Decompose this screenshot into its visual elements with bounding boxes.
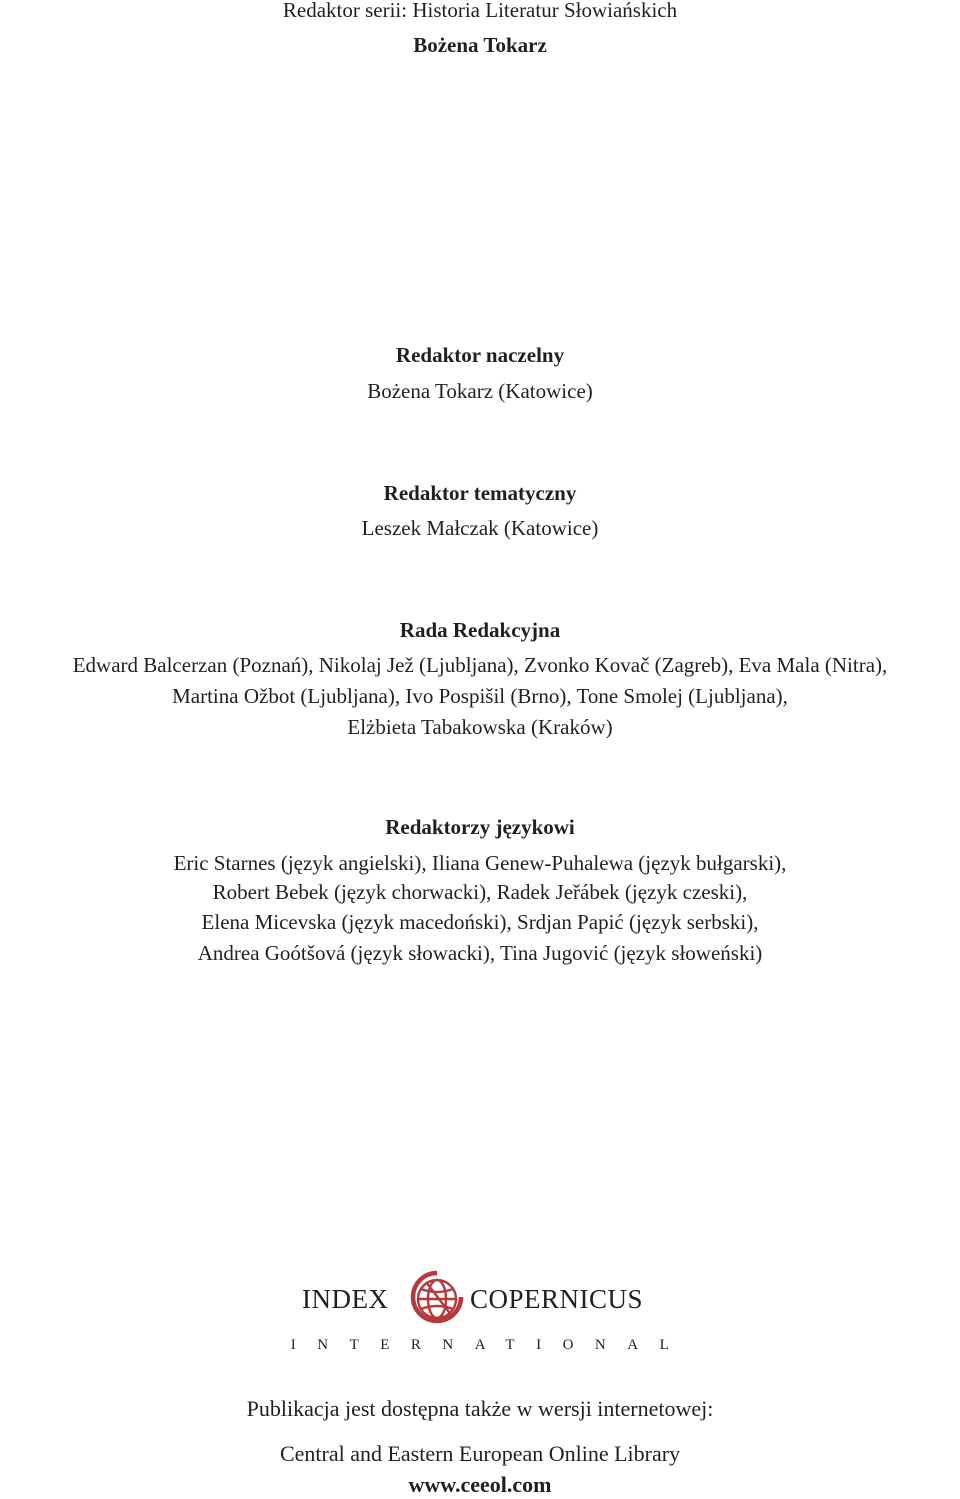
editor-in-chief-heading: Redaktor naczelny	[395, 343, 565, 367]
editorial-board-line: Elżbieta Tabakowska (Kraków)	[347, 715, 613, 739]
logo-subtitle: INTERNATIONAL	[290, 1337, 691, 1353]
editorial-board-line: Edward Balcerzan (Poznań), Nikolaj Jež (Ljubljana), Zvonko Kovač (Zagreb), Eva Mala (Nitra),	[72, 653, 888, 677]
availability-note: Publikacja jest dostępna także w wersji internetowej:	[246, 1396, 714, 1421]
library-url: www.ceeol.com	[408, 1472, 552, 1497]
thematic-editor-name: Leszek Małczak (Katowice)	[361, 516, 599, 540]
index-copernicus-logo	[0, 1268, 960, 1328]
language-editors-line: Andrea Goótšová (język słowacki), Tina Jugović (język słoweński)	[197, 941, 763, 965]
logo-word-copernicus: COPERNICUS	[470, 1284, 644, 1314]
series-editor: Bożena Tokarz	[413, 33, 547, 57]
language-editors-line: Elena Micevska (język macedoński), Srdjan Papić (język serbski),	[201, 910, 759, 934]
editorial-board-line: Martina Ožbot (Ljubljana), Ivo Pospišil (Brno), Tone Smolej (Ljubljana),	[172, 684, 788, 708]
language-editors-line: Eric Starnes (język angielski), Iliana Genew-Puhalewa (język bułgarski),	[173, 851, 787, 875]
logo-word-index: INDEX	[302, 1284, 389, 1314]
thematic-editor-heading: Redaktor tematyczny	[383, 481, 577, 505]
editor-in-chief-name: Bożena Tokarz (Katowice)	[367, 379, 593, 403]
globe-icon	[408, 1268, 466, 1328]
series-label: Redaktor serii: Historia Literatur Słowiańskich	[282, 0, 678, 22]
library-name: Central and Eastern European Online Library	[279, 1441, 681, 1466]
language-editors-heading: Redaktorzy językowi	[385, 815, 575, 839]
language-editors-line: Robert Bebek (język chorwacki), Radek Jeřábek (język czeski),	[212, 880, 748, 904]
editorial-board-heading: Rada Redakcyjna	[399, 618, 561, 642]
